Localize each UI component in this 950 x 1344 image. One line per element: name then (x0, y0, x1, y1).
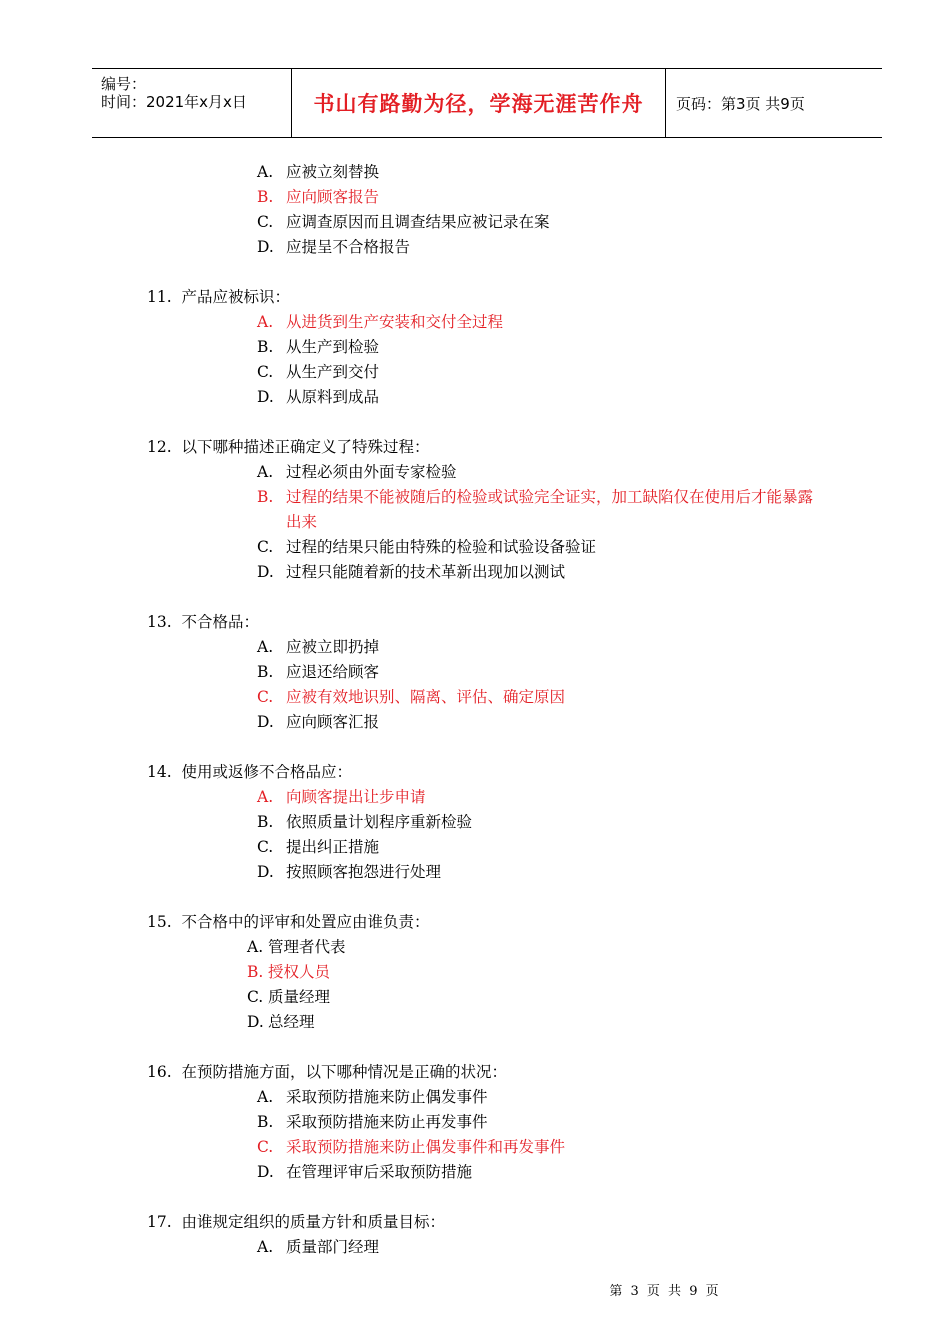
page-footer (0, 1280, 950, 1299)
option-text: 应调查原因而且调查结果应被记录在案 (286, 213, 550, 231)
option-label: A. (257, 788, 274, 806)
option-item (247, 1010, 315, 1035)
option-text: 按照顾客抱怨进行处理 (286, 863, 442, 881)
option-label: A. (257, 1088, 274, 1106)
option-item (257, 685, 565, 710)
option-text: 应向顾客报告 (286, 188, 380, 206)
option-text: 向顾客提出让步申请 (286, 788, 426, 806)
option-text: 应提呈不合格报告 (286, 238, 411, 256)
option-item (247, 935, 346, 960)
option-text: 应向顾客汇报 (286, 713, 380, 731)
option-item (257, 535, 596, 560)
option-text-continued: 出来 (286, 513, 318, 531)
option-label: A. (257, 1238, 274, 1256)
option-text: 授权人员 (268, 963, 331, 981)
option-label: B. (257, 813, 274, 831)
option-text: 依照质量计划程序重新检验 (286, 813, 473, 831)
option-item (247, 985, 330, 1010)
option-item (257, 1135, 565, 1160)
option-text: 提出纠正措施 (286, 838, 380, 856)
option-text: 采取预防措施来防止偶发事件 (286, 1088, 488, 1106)
option-item (257, 1110, 488, 1135)
option-label: B. (257, 338, 274, 356)
question-title: 13. 不合格品： (147, 613, 260, 631)
option-text: 过程只能随着新的技术革新出现加以测试 (286, 563, 566, 581)
option-text: 在管理评审后采取预防措施 (286, 1163, 473, 1181)
option-text: 应被立即扔掉 (286, 638, 380, 656)
number-label: 编号： (101, 75, 147, 93)
option-item (257, 485, 813, 510)
option-label: A. (257, 638, 274, 656)
option-text: 从生产到交付 (286, 363, 380, 381)
option-item (257, 810, 472, 835)
option-label: C. (247, 988, 264, 1006)
option-label: A. (257, 463, 274, 481)
option-item (257, 785, 426, 810)
option-item (257, 310, 503, 335)
option-label: B. (247, 963, 264, 981)
time-label: 时间：2021年x月x日 (101, 93, 247, 111)
option-item (257, 210, 550, 235)
motto-text: 书山有路勤为径，学海无涯苦作舟 (313, 91, 644, 116)
option-text: 应被立刻替换 (286, 163, 380, 181)
option-text: 从进货到生产安装和交付全过程 (286, 313, 504, 331)
option-label: D. (257, 563, 274, 581)
option-label: C. (257, 1138, 274, 1156)
option-text: 应被有效地识别、隔离、评估、确定原因 (286, 688, 566, 706)
option-text: 质量经理 (268, 988, 331, 1006)
option-text: 采取预防措施来防止再发事件 (286, 1113, 488, 1131)
option-label: D. (257, 863, 274, 881)
option-item (257, 860, 441, 885)
option-item (257, 185, 379, 210)
option-item (257, 385, 379, 410)
option-item (257, 835, 379, 860)
option-item (247, 960, 330, 985)
option-label: B. (257, 663, 274, 681)
option-item (257, 460, 457, 485)
option-item (257, 235, 410, 260)
option-label: B. (257, 188, 274, 206)
option-label: B. (257, 1113, 274, 1131)
option-label: C. (257, 213, 274, 231)
option-text: 采取预防措施来防止偶发事件和再发事件 (286, 1138, 566, 1156)
option-item (257, 1235, 379, 1260)
option-label: C. (257, 363, 274, 381)
option-label: A. (257, 313, 274, 331)
option-label: D. (257, 1163, 274, 1181)
option-text: 质量部门经理 (286, 1238, 380, 1256)
option-item (257, 710, 379, 735)
option-label: C. (257, 688, 274, 706)
footer-page-number: 第 3 页 共 9 页 (609, 1284, 721, 1299)
option-label: A. (257, 163, 274, 181)
header-meta (92, 69, 292, 137)
option-item (257, 160, 379, 185)
question-title: 17. 由谁规定组织的质量方针和质量目标： (147, 1213, 446, 1231)
option-item (257, 1160, 472, 1185)
option-label: B. (257, 488, 274, 506)
question-title: 16. 在预防措施方面，以下哪种情况是正确的状况： (147, 1063, 508, 1081)
question-title: 12. 以下哪种描述正确定义了特殊过程： (147, 438, 430, 456)
option-label: D. (257, 713, 274, 731)
header-page-info (666, 69, 882, 137)
option-text: 从生产到检验 (286, 338, 380, 356)
option-text: 管理者代表 (268, 938, 346, 956)
option-label: D. (247, 1013, 264, 1031)
page-header (92, 68, 882, 138)
option-label: C. (257, 538, 274, 556)
option-item (257, 560, 565, 585)
option-text: 过程必须由外面专家检验 (286, 463, 457, 481)
option-text: 过程的结果不能被随后的检验或试验完全证实，加工缺陷仅在使用后才能暴露 (286, 488, 814, 506)
page-info-text: 页码：第3页 共9页 (676, 94, 805, 113)
question-title: 14. 使用或返修不合格品应： (147, 763, 353, 781)
option-item (257, 360, 379, 385)
question-title: 15. 不合格中的评审和处置应由谁负责： (147, 913, 430, 931)
option-item (257, 660, 379, 685)
option-item (257, 635, 379, 660)
option-text: 过程的结果只能由特殊的检验和试验设备验证 (286, 538, 597, 556)
option-label: C. (257, 838, 274, 856)
option-item (257, 1085, 488, 1110)
option-label: D. (257, 388, 274, 406)
question-title: 11. 产品应被标识： (147, 288, 291, 306)
header-motto (292, 69, 666, 137)
option-text: 应退还给顾客 (286, 663, 380, 681)
option-text: 从原料到成品 (286, 388, 380, 406)
option-label: D. (257, 238, 274, 256)
option-item (257, 335, 379, 360)
option-text: 总经理 (268, 1013, 315, 1031)
option-label: A. (247, 938, 264, 956)
